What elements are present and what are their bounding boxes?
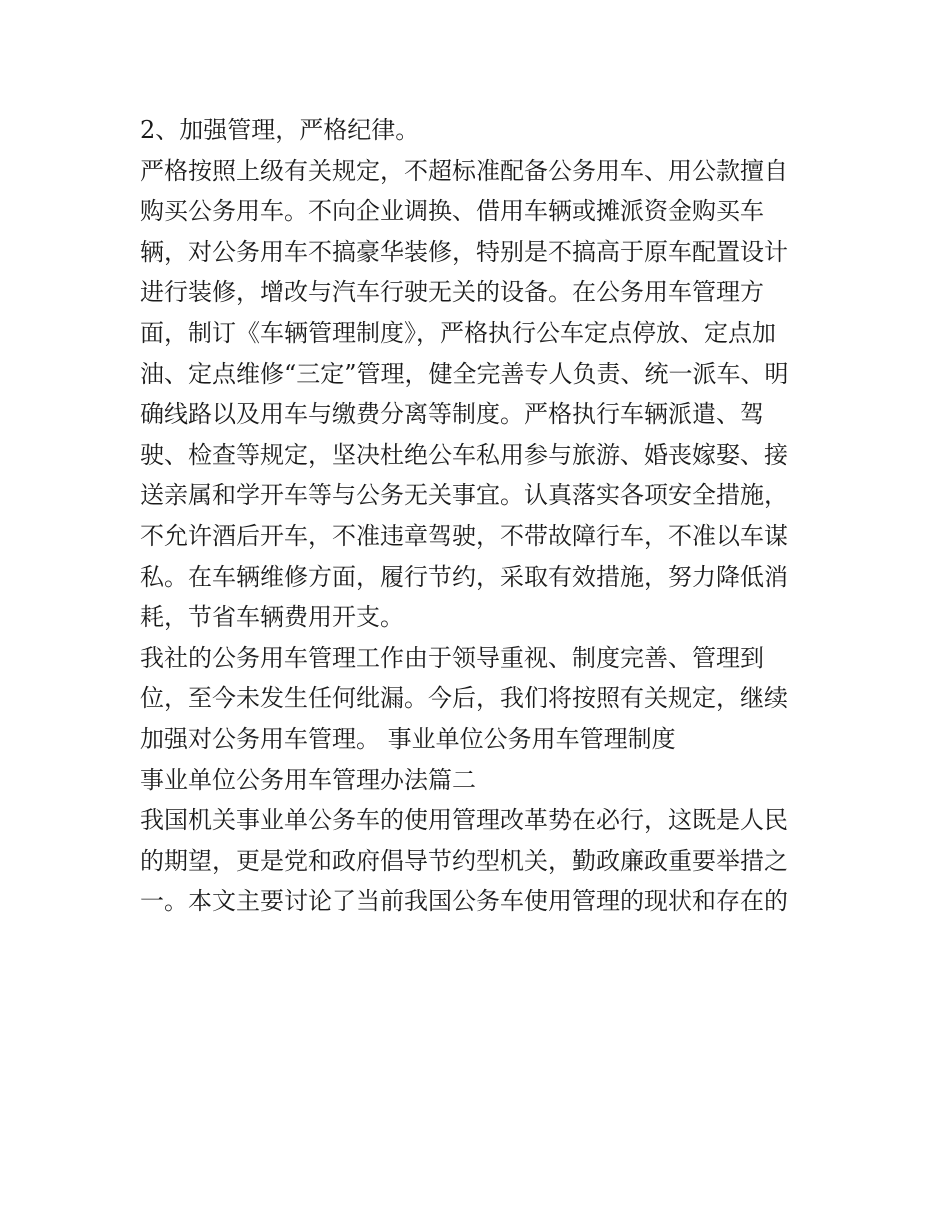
text-line: 的期望，更是党和政府倡导节约型机关，勤政廉政重要举措之: [140, 846, 788, 875]
section-title: 事业单位公务用车管理办法篇二: [140, 765, 476, 794]
text-line: 私。在车辆维修方面，履行节约，采取有效措施，努力降低消: [140, 562, 788, 591]
text-line: 我国机关事业单公务车的使用管理改革势在必行，这既是人民: [140, 806, 788, 835]
text-line: 严格按照上级有关规定，不超标准配备公务用车、用公款擅自: [140, 156, 788, 185]
text-line: 进行装修，增改与汽车行驶无关的设备。在公务用车管理方: [140, 278, 764, 307]
section-heading: 2、加强管理，严格纪律。: [140, 116, 420, 144]
text-line: 位，至今未发生任何纰漏。今后，我们将按照有关规定，继续: [140, 684, 788, 713]
text-line: 不允许酒后开车，不准违章驾驶，不带故障行车，不准以车谋: [140, 521, 788, 550]
text-line: 驶、检查等规定，坚决杜绝公车私用参与旅游、婚丧嫁娶、接: [140, 440, 788, 469]
text-line: 面，制订《车辆管理制度》，严格执行公车定点停放、定点加: [140, 318, 776, 347]
text-line: 辆，对公务用车不搞豪华装修，特别是不搞高于原车配置设计: [140, 237, 788, 266]
text-line: 油、定点维修“三定”管理，健全完善专人负责、统一派车、明: [140, 359, 789, 388]
text-line: 确线路以及用车与缴费分离等制度。严格执行车辆派遣、驾: [140, 400, 764, 429]
text-line: 送亲属和学开车等与公务无关事宜。认真落实各项安全措施，: [140, 481, 788, 510]
text-line: 一。本文主要讨论了当前我国公务车使用管理的现状和存在的: [140, 887, 788, 916]
text-line: 购买公务用车。不向企业调换、借用车辆或摊派资金购买车: [140, 197, 764, 226]
text-line: 加强对公务用车管理。 事业单位公务用车管理制度: [140, 724, 676, 753]
document-body: [140, 110, 820, 922]
text-line: 我社的公务用车管理工作由于领导重视、制度完善、管理到: [140, 643, 764, 672]
text-line: 耗，节省车辆费用开支。: [140, 603, 404, 632]
